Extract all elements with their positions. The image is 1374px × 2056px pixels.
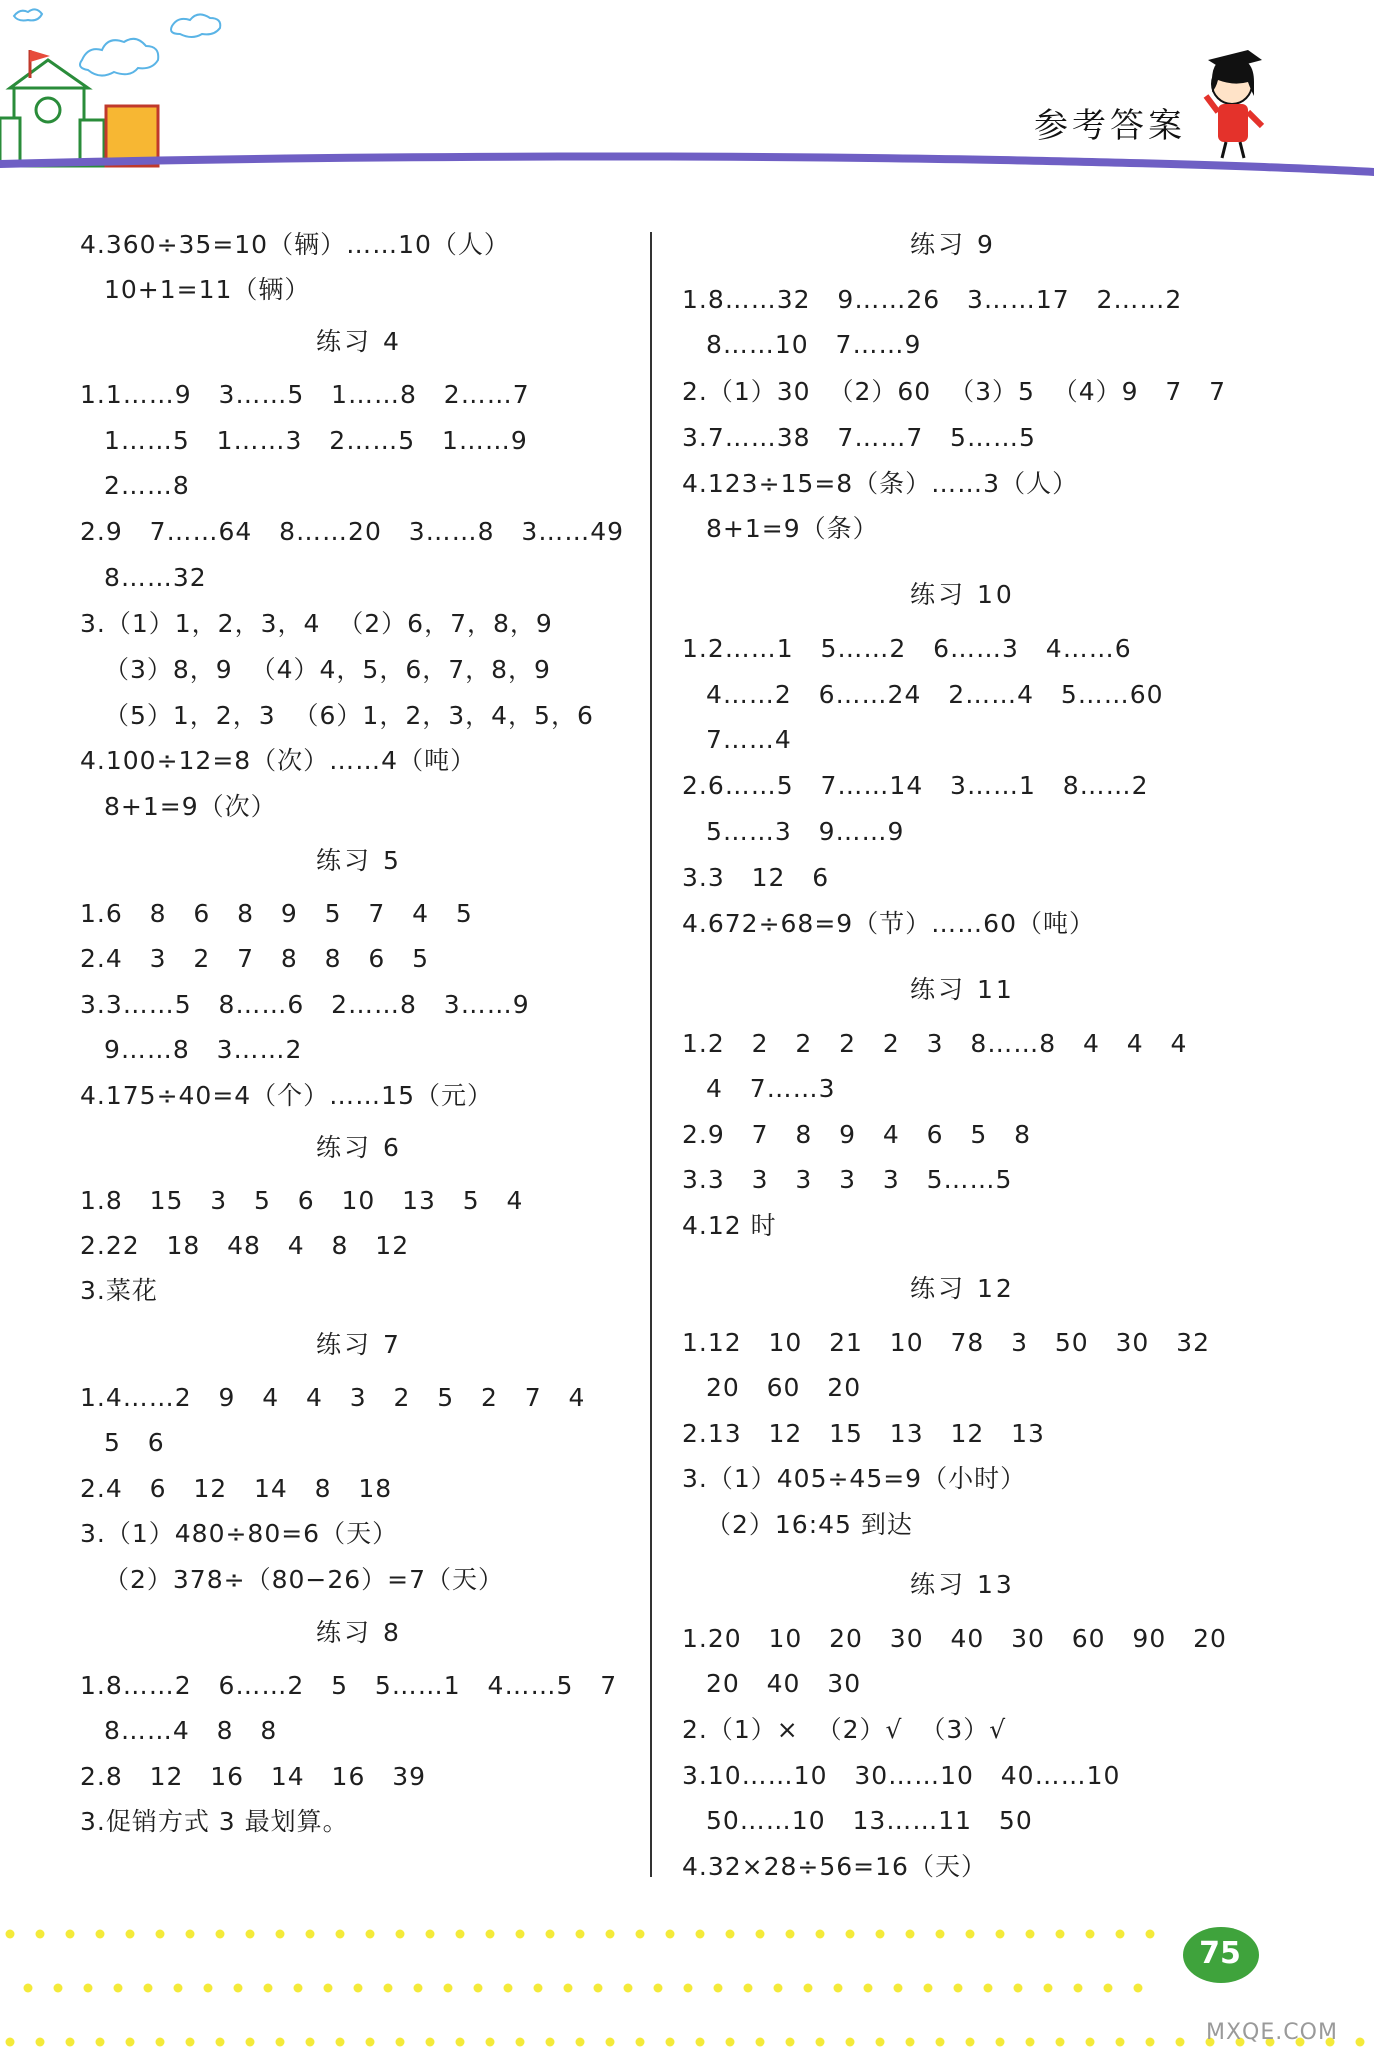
dot xyxy=(564,1984,573,1993)
dot xyxy=(174,1984,183,1993)
answer-line: 1.8 15 3 5 6 10 13 5 4 xyxy=(80,1186,524,1215)
dot xyxy=(36,2038,45,2047)
exercise-heading: 练习 6 xyxy=(316,1133,402,1162)
dot xyxy=(594,1984,603,1993)
dot xyxy=(684,1984,693,1993)
answer-line: 4.32×28÷56=16（天） xyxy=(682,1852,987,1881)
exercise-heading: 练习 11 xyxy=(910,975,1015,1004)
answer-line-continued: 4……2 6……24 2……4 5……60 xyxy=(706,680,1164,709)
dot xyxy=(636,1930,645,1939)
exercise-heading: 练习 5 xyxy=(316,846,402,875)
dot xyxy=(516,2038,525,2047)
dot xyxy=(276,2038,285,2047)
dot xyxy=(516,1930,525,1939)
dot xyxy=(636,2038,645,2047)
dot xyxy=(804,1984,813,1993)
dot xyxy=(906,2038,915,2047)
dot xyxy=(306,2038,315,2047)
dot xyxy=(936,2038,945,2047)
dot xyxy=(966,1930,975,1939)
dot xyxy=(954,1984,963,1993)
exercise-heading: 练习 4 xyxy=(316,327,402,356)
dot xyxy=(246,2038,255,2047)
dot xyxy=(396,1930,405,1939)
dot xyxy=(474,1984,483,1993)
answer-line-continued: 8+1=9（条） xyxy=(706,514,879,543)
answer-line-continued: 8……4 8 8 xyxy=(104,1716,278,1745)
dot xyxy=(96,2038,105,2047)
answer-line-continued: （2）16:45 到达 xyxy=(706,1510,913,1539)
dot xyxy=(756,1930,765,1939)
dot xyxy=(204,1984,213,1993)
answer-line-continued: 1……5 1……3 2……5 1……9 xyxy=(104,426,528,455)
dot xyxy=(36,1930,45,1939)
dot xyxy=(246,1930,255,1939)
header-title: 参考答案 xyxy=(1034,106,1186,146)
answer-line: 3.促销方式 3 最划算。 xyxy=(80,1807,349,1836)
dot xyxy=(714,1984,723,1993)
answer-line-continued: （5）1，2，3 （6）1，2，3，4，5，6 xyxy=(104,701,594,730)
dot xyxy=(156,2038,165,2047)
answer-line-continued: （2）378÷（80−26）=7（天） xyxy=(104,1565,504,1594)
answer-line: 4.175÷40=4（个）……15（元） xyxy=(80,1081,493,1110)
answer-line-continued: 4 7……3 xyxy=(706,1074,836,1103)
dot xyxy=(216,1930,225,1939)
dot xyxy=(126,1930,135,1939)
dot xyxy=(624,1984,633,1993)
dot xyxy=(6,1930,15,1939)
answer-line-continued: 2……8 xyxy=(104,471,190,500)
answer-line: 2.（1）× （2）√ （3）√ xyxy=(682,1715,1007,1744)
answer-line: 2.6……5 7……14 3……1 8……2 xyxy=(682,771,1149,800)
answer-line: 1.4……2 9 4 4 3 2 5 2 7 4 xyxy=(80,1383,586,1412)
answer-line: 2.4 3 2 7 8 8 6 5 xyxy=(80,944,429,973)
dot xyxy=(324,1984,333,1993)
dot xyxy=(66,2038,75,2047)
dot xyxy=(666,2038,675,2047)
dot xyxy=(1086,2038,1095,2047)
answer-line: 1.20 10 20 30 40 30 60 90 20 xyxy=(682,1624,1227,1653)
dot xyxy=(1026,2038,1035,2047)
dot xyxy=(384,1984,393,1993)
dot xyxy=(486,2038,495,2047)
dot xyxy=(894,1984,903,1993)
dot xyxy=(786,1930,795,1939)
dot xyxy=(84,1984,93,1993)
answer-line-continued: 20 60 20 xyxy=(706,1373,862,1402)
graduate-girl-icon xyxy=(1206,50,1262,158)
dot xyxy=(1116,2038,1125,2047)
dot xyxy=(336,2038,345,2047)
dot xyxy=(294,1984,303,1993)
dot xyxy=(366,2038,375,2047)
dot xyxy=(864,1984,873,1993)
dot xyxy=(534,1984,543,1993)
answer-line-continued: 7……4 xyxy=(706,725,792,754)
answer-line: 1.6 8 6 8 9 5 7 4 5 xyxy=(80,899,473,928)
dot xyxy=(846,1930,855,1939)
dot xyxy=(996,2038,1005,2047)
dot xyxy=(186,2038,195,2047)
footer-dots xyxy=(0,1920,1374,2052)
dot xyxy=(726,1930,735,1939)
header-banner xyxy=(0,0,1374,180)
dot xyxy=(876,2038,885,2047)
answer-line: 2.9 7……64 8……20 3……8 3……49 xyxy=(80,517,625,546)
answer-line-continued: 8……10 7……9 xyxy=(706,330,922,359)
dot xyxy=(654,1984,663,1993)
page-number: 75 xyxy=(1199,1936,1241,1971)
dot xyxy=(834,1984,843,1993)
dot xyxy=(966,2038,975,2047)
answer-line: 1.2……1 5……2 6……3 4……6 xyxy=(682,634,1132,663)
answer-line-continued: （3）8，9 （4）4，5，6，7，8，9 xyxy=(104,655,551,684)
dot xyxy=(504,1984,513,1993)
dot xyxy=(606,1930,615,1939)
dot xyxy=(576,2038,585,2047)
dot xyxy=(1116,1930,1125,1939)
answer-line: 3.3 12 6 xyxy=(682,863,830,892)
dot xyxy=(1176,2038,1185,2047)
exercise-heading: 练习 12 xyxy=(910,1274,1015,1303)
dot xyxy=(114,1984,123,1993)
dot xyxy=(1086,1930,1095,1939)
answer-line-continued: 8+1=9（次） xyxy=(104,792,277,821)
answer-line: 4.123÷15=8（条）……3（人） xyxy=(682,469,1079,498)
dot xyxy=(1356,2038,1365,2047)
dot xyxy=(426,1930,435,1939)
answer-line: 1.12 10 21 10 78 3 50 30 32 xyxy=(682,1328,1210,1357)
answer-line: 2.22 18 48 4 8 12 xyxy=(80,1231,410,1260)
dot xyxy=(234,1984,243,1993)
dot xyxy=(816,1930,825,1939)
answer-line: 4.672÷68=9（节）……60（吨） xyxy=(682,909,1095,938)
answer-line-continued: 50……10 13……11 50 xyxy=(706,1806,1033,1835)
dot xyxy=(726,2038,735,2047)
watermark: MXQE.COM xyxy=(1206,2020,1338,2045)
answer-line: 3.（1）1，2，3，4 （2）6，7，8，9 xyxy=(80,609,553,638)
answer-line: 1.2 2 2 2 2 3 8……8 4 4 4 xyxy=(682,1029,1188,1058)
dot xyxy=(984,1984,993,1993)
dot xyxy=(186,1930,195,1939)
answer-line: 2.8 12 16 14 16 39 xyxy=(80,1762,427,1791)
dot xyxy=(456,2038,465,2047)
dot xyxy=(546,2038,555,2047)
dot xyxy=(576,1930,585,1939)
dot xyxy=(606,2038,615,2047)
dot xyxy=(426,2038,435,2047)
column-divider xyxy=(650,232,652,1877)
dot xyxy=(366,1930,375,1939)
exercise-heading: 练习 10 xyxy=(910,580,1015,609)
answer-line: 4.100÷12=8（次）……4（吨） xyxy=(80,746,477,775)
answer-line: 2.9 7 8 9 4 6 5 8 xyxy=(682,1120,1031,1149)
dot xyxy=(276,1930,285,1939)
answer-line: 3.菜花 xyxy=(80,1276,158,1305)
dot xyxy=(666,1930,675,1939)
dot xyxy=(744,1984,753,1993)
exercise-heading: 练习 8 xyxy=(316,1618,402,1647)
dot xyxy=(156,1930,165,1939)
dot xyxy=(1104,1984,1113,1993)
answer-line: 3.3 3 3 3 3 5……5 xyxy=(682,1165,1013,1194)
dot xyxy=(1146,1930,1155,1939)
dot xyxy=(846,2038,855,2047)
dot xyxy=(66,1930,75,1939)
answer-line: 3.10……10 30……10 40……10 xyxy=(682,1761,1121,1790)
dot xyxy=(1134,1984,1143,1993)
dot xyxy=(696,2038,705,2047)
dot-pattern xyxy=(0,1920,1374,2052)
answer-line: 4.12 时 xyxy=(682,1211,777,1240)
answer-line: 1.8……32 9……26 3……17 2……2 xyxy=(682,285,1183,314)
dot xyxy=(24,1984,33,1993)
dot xyxy=(336,1930,345,1939)
answer-line: 2.4 6 12 14 8 18 xyxy=(80,1474,393,1503)
exercise-heading: 练习 13 xyxy=(910,1570,1015,1599)
dot xyxy=(54,1984,63,1993)
dot xyxy=(444,1984,453,1993)
dot xyxy=(354,1984,363,1993)
answer-line: 2.13 12 15 13 12 13 xyxy=(682,1419,1045,1448)
header-illustration xyxy=(0,0,1374,180)
dot xyxy=(1146,2038,1155,2047)
dot xyxy=(876,1930,885,1939)
answer-line: 1.8……2 6……2 5 5……1 4……5 7 xyxy=(80,1671,618,1700)
dot xyxy=(396,2038,405,2047)
dot xyxy=(486,1930,495,1939)
answer-line: 2.（1）30 （2）60 （3）5 （4）9 7 7 xyxy=(682,377,1227,406)
dot xyxy=(6,2038,15,2047)
dot xyxy=(216,2038,225,2047)
dot xyxy=(414,1984,423,1993)
dot xyxy=(786,2038,795,2047)
dot xyxy=(1044,1984,1053,1993)
answer-line: 3.3……5 8……6 2……8 3……9 xyxy=(80,990,530,1019)
dot xyxy=(924,1984,933,1993)
answer-line-continued: 9……8 3……2 xyxy=(104,1035,303,1064)
exercise-heading: 练习 7 xyxy=(316,1330,402,1359)
answer-line: 4.360÷35=10（辆）……10（人） xyxy=(80,230,510,259)
answer-line-continued: 5……3 9……9 xyxy=(706,817,905,846)
exercise-heading: 练习 9 xyxy=(910,230,996,259)
dot xyxy=(1074,1984,1083,1993)
dot xyxy=(96,1930,105,1939)
answer-line-continued: 5 6 xyxy=(104,1428,165,1457)
dot xyxy=(144,1984,153,1993)
dot xyxy=(546,1930,555,1939)
answer-line: 1.1……9 3……5 1……8 2……7 xyxy=(80,380,530,409)
answer-line: 3.7……38 7……7 5……5 xyxy=(682,423,1036,452)
dot xyxy=(306,1930,315,1939)
dot xyxy=(906,1930,915,1939)
dot xyxy=(756,2038,765,2047)
dot xyxy=(456,1930,465,1939)
answer-line: 3.（1）405÷45=9（小时） xyxy=(682,1464,1027,1493)
dot xyxy=(1056,1930,1065,1939)
dot xyxy=(1014,1984,1023,1993)
dot xyxy=(1026,1930,1035,1939)
answer-line-continued: 20 40 30 xyxy=(706,1669,862,1698)
answer-line-continued: 10+1=11（辆） xyxy=(104,275,311,304)
header-stripe xyxy=(0,153,1374,176)
answer-line: 3.（1）480÷80=6（天） xyxy=(80,1519,399,1548)
dot xyxy=(126,2038,135,2047)
dot xyxy=(936,1930,945,1939)
dot xyxy=(996,1930,1005,1939)
dot xyxy=(816,2038,825,2047)
answer-line-continued: 8……32 xyxy=(104,563,207,592)
dot xyxy=(264,1984,273,1993)
dot xyxy=(1056,2038,1065,2047)
dot xyxy=(774,1984,783,1993)
dot xyxy=(696,1930,705,1939)
